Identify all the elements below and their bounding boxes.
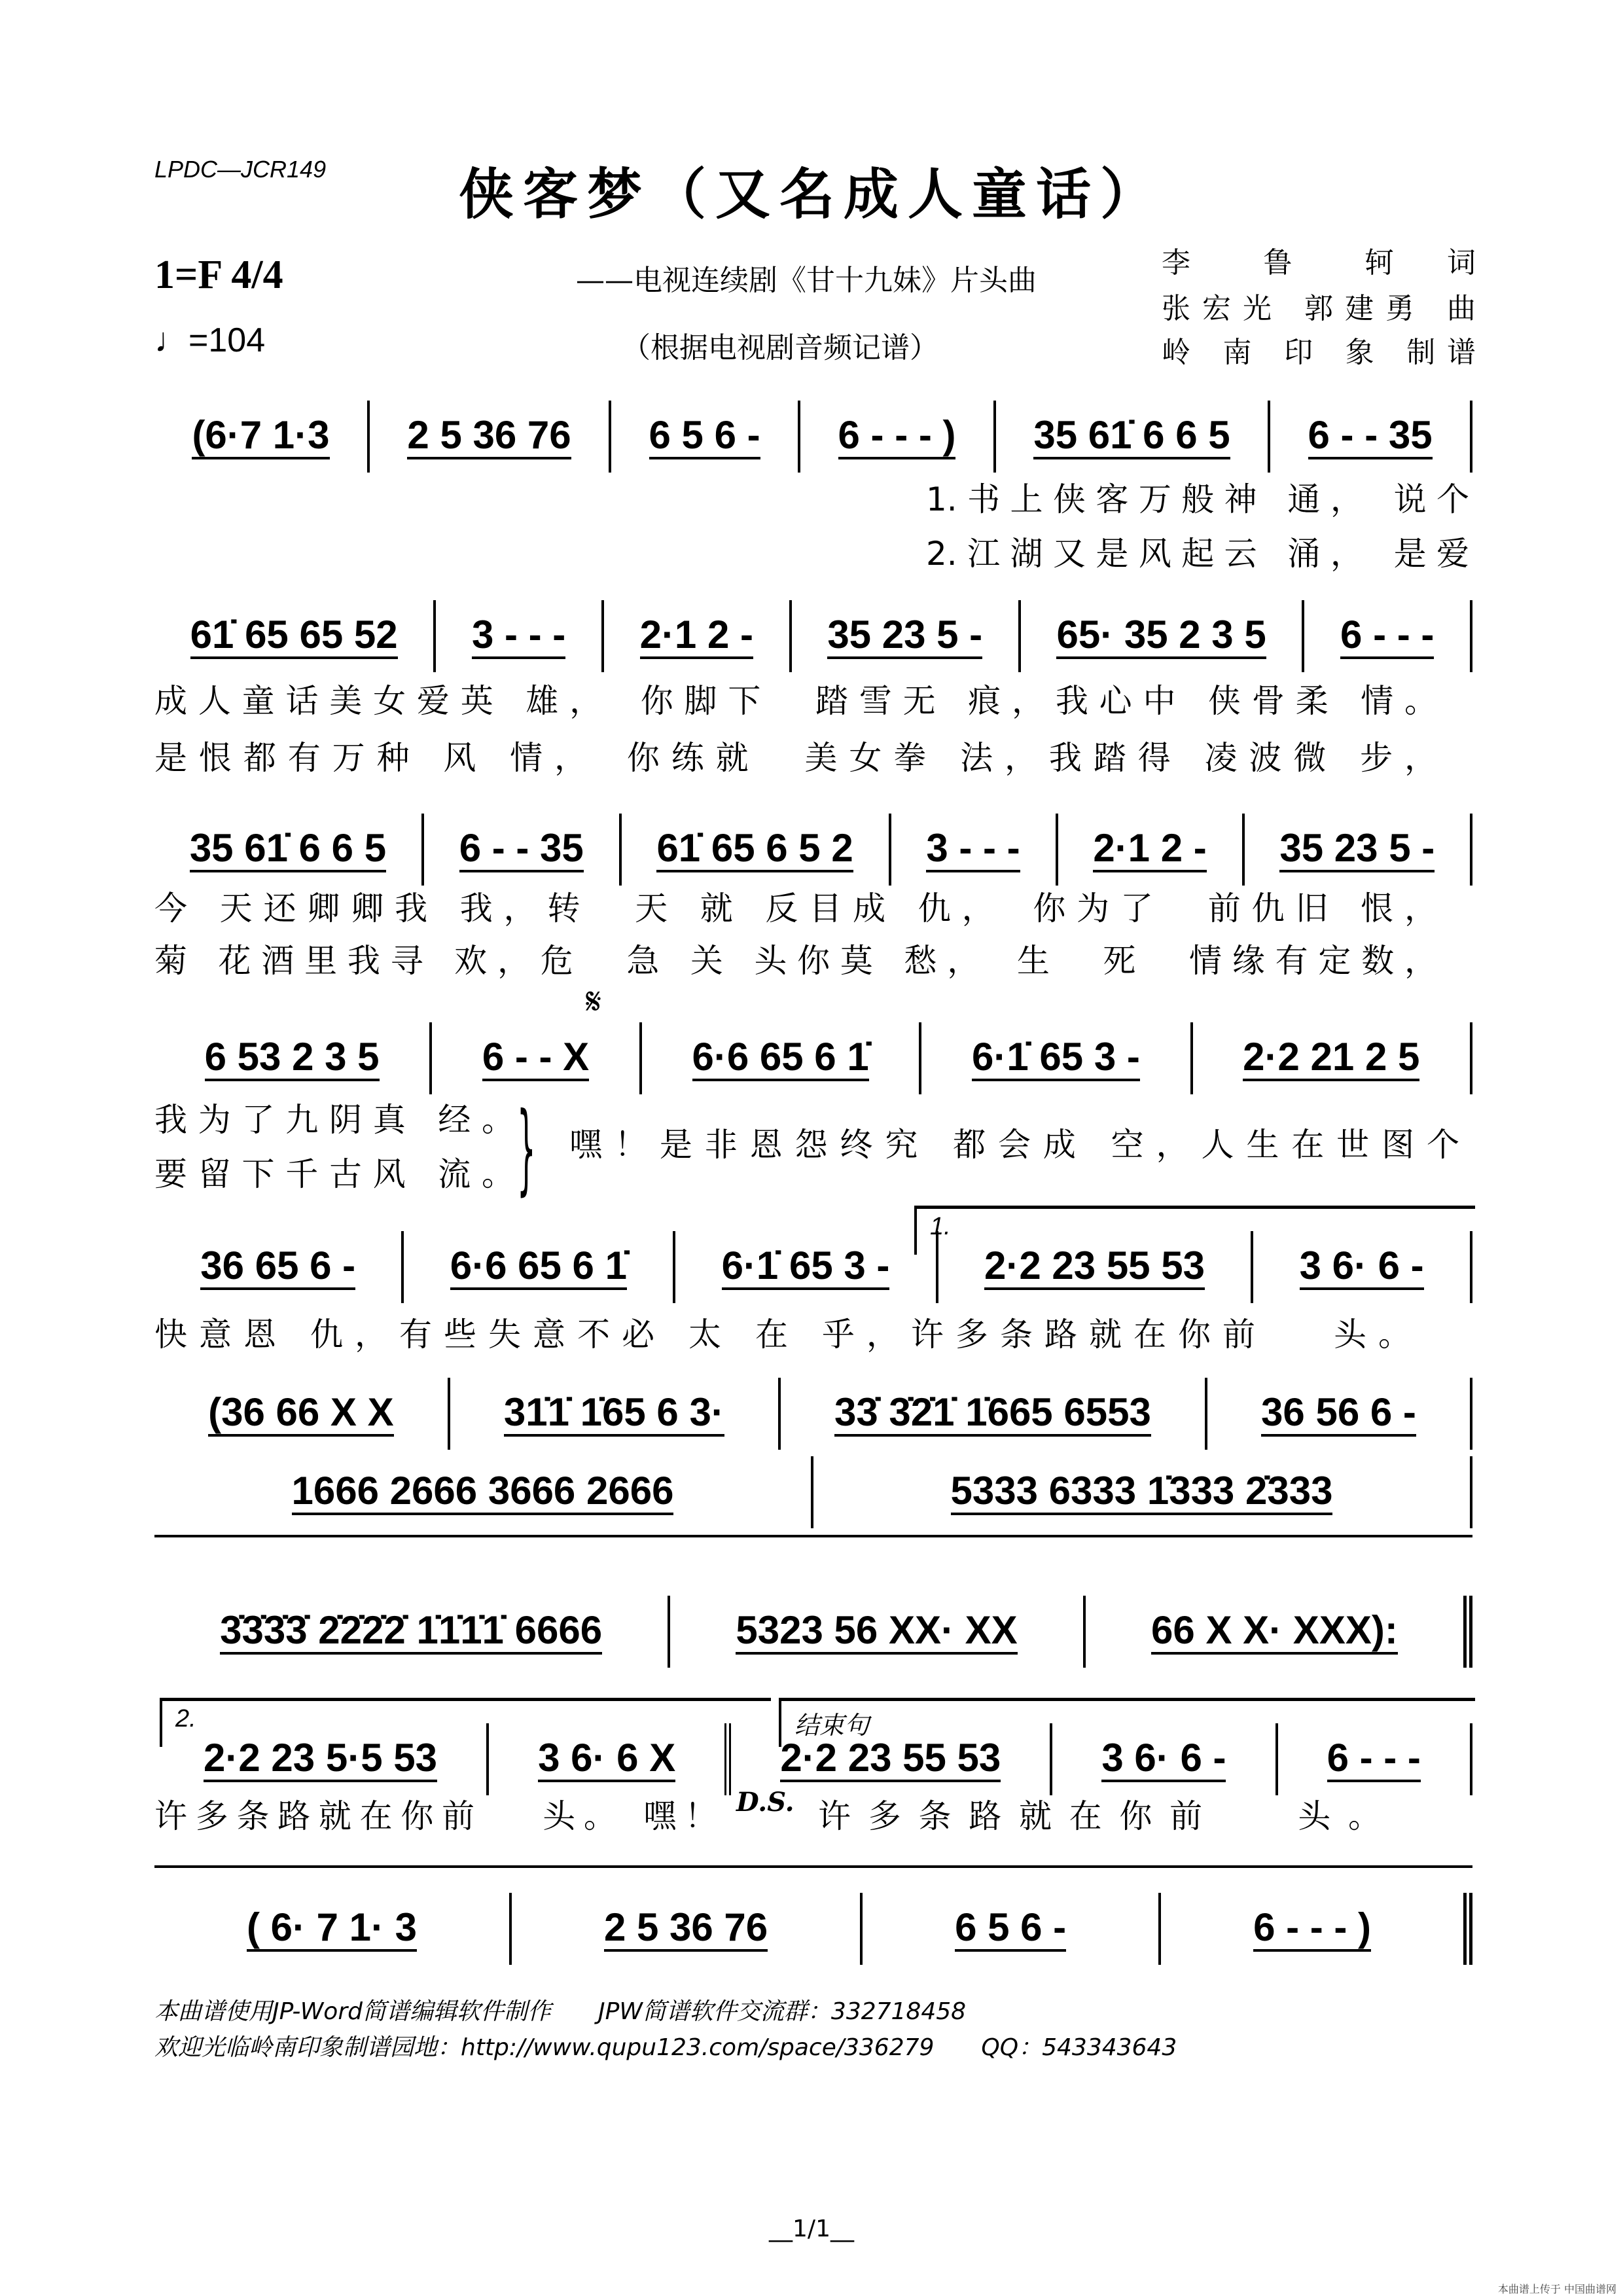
measure — [1086, 1596, 1472, 1668]
measure — [404, 1231, 675, 1303]
measure-notes: 3 - - - — [472, 613, 565, 659]
subtitle: ——电视连续剧《甘十九妹》片头曲 — [576, 264, 1037, 297]
measure — [642, 1022, 922, 1094]
segno-icon: 𝄋 — [586, 980, 602, 1023]
measure-notes: 61̇ 65 6 5 2 — [656, 827, 853, 872]
measure-notes: 2·1 2 - — [1093, 827, 1206, 872]
tempo-marking: ♩=104 — [154, 321, 266, 359]
measure — [432, 1022, 642, 1094]
measure — [424, 814, 622, 886]
measure — [863, 1893, 1161, 1965]
score-row — [154, 1893, 1472, 1965]
measure — [1304, 600, 1472, 672]
measure-notes: 6·6 65 6 1̇ — [692, 1035, 869, 1081]
measure — [1245, 814, 1472, 886]
measure-notes: 3 6· 6 - — [1300, 1244, 1424, 1290]
measure-notes: 66 X X· XXX): — [1151, 1609, 1398, 1655]
arranger-credit: 岭 南 印 象 制谱 — [1162, 336, 1476, 369]
measure-notes: 2·2 23 55 53 — [780, 1736, 1001, 1782]
measure — [154, 1022, 432, 1094]
system-line — [154, 1865, 1472, 1868]
measure-notes: (36 66 X X — [208, 1391, 394, 1437]
dal-segno-mark: D.S. — [736, 1787, 794, 1818]
measure-notes: 6 53 2 3 5 — [205, 1035, 380, 1081]
score-row — [154, 1022, 1472, 1094]
lyric-line: 是恨都有万种 风 情， 你练就 美女拳 法，我踏得 凌波微 步， — [154, 739, 1437, 777]
lyric-line: 成人童话美女爱英 雄， 你脚下 踏雪无 痕，我心中 侠骨柔 情。 — [154, 682, 1437, 720]
lyric-line: 嘿！是非恩怨终究 都会成 空，人生在世图个 — [569, 1126, 1459, 1164]
lyric-line: 2.江湖又是风起云 涌， 是爱 — [926, 535, 1469, 573]
watermark: 本曲谱上传于 中国曲谱网 — [1497, 2283, 1616, 2295]
measure-notes: 6 - - - — [1340, 613, 1434, 659]
volta-1 — [914, 1206, 1475, 1255]
measure-notes: 36 56 6 - — [1261, 1391, 1416, 1437]
measure-notes: 2·2 21 2 5 — [1243, 1035, 1419, 1081]
measure — [792, 600, 1021, 672]
measure — [611, 401, 800, 473]
page-number: __1/1__ — [769, 2215, 854, 2242]
score-row — [154, 1378, 1472, 1450]
measure-notes: 3 - - - — [926, 827, 1020, 872]
measure — [622, 814, 891, 886]
measure — [154, 1456, 813, 1528]
measure — [670, 1596, 1086, 1668]
measure-notes: 6 5 6 - — [955, 1906, 1066, 1952]
measure-notes: 65· 35 2 3 5 — [1056, 613, 1266, 659]
measure-notes: 6 - - - — [1327, 1736, 1421, 1782]
score-row — [154, 1596, 1472, 1668]
measure-notes: 61̇ 65 65 52 — [190, 613, 398, 659]
composer-credit: 张宏光 郭建勇 曲 — [1162, 292, 1476, 325]
measure — [1270, 401, 1472, 473]
measure-notes: 2·2 23 5·5 53 — [204, 1736, 437, 1782]
lyric-line: 1.书上侠客万般神 通， 说个 — [926, 480, 1469, 518]
source-note: （根据电视剧音频记谱） — [622, 331, 938, 365]
score-row — [154, 814, 1472, 886]
measure — [154, 814, 424, 886]
footer-website-note: 欢迎光临岭南印象制谱园地：http://www.qupu123.com/space/336279 QQ：543343643 — [154, 2034, 1177, 2061]
measure — [154, 1596, 670, 1668]
measure-notes: 1666 2666 3666 2666 — [292, 1469, 674, 1515]
measure-notes: 6 - - - ) — [838, 414, 956, 459]
measure — [996, 401, 1270, 473]
measure-notes: 35 61̇ 6 6 5 — [190, 827, 386, 872]
measure — [1193, 1022, 1473, 1094]
measure-notes: 35 23 5 - — [827, 613, 982, 659]
measure — [370, 401, 611, 473]
measure-notes: 6·6 65 6 1̇ — [450, 1244, 627, 1290]
volta-1-label: 1. — [930, 1213, 951, 1240]
score-row — [154, 1456, 1472, 1528]
score-row — [154, 600, 1472, 672]
measure — [450, 1378, 781, 1450]
measure-notes: 2 5 36 76 — [604, 1906, 768, 1952]
measure-notes: 35 61̇ 6 6 5 — [1033, 414, 1230, 459]
measure — [154, 1378, 450, 1450]
lyric-line: 快意恩 仇，有些失意不必 太 在 乎，许多条路就在你前 头。 — [154, 1316, 1411, 1354]
measure — [800, 401, 996, 473]
score-row — [154, 401, 1472, 473]
measure — [154, 1893, 512, 1965]
measure — [921, 1022, 1192, 1094]
measure — [813, 1456, 1472, 1528]
measure-notes: (6·7 1·3 — [192, 414, 329, 459]
lyric-line: 今 天还卿卿我 我，转 天 就 反目成 仇， 你为了 前仇旧 恨， — [154, 889, 1437, 927]
lyric-line: 许多条路就在你前 头。 — [818, 1797, 1381, 1835]
measure-notes: 2·1 2 - — [640, 613, 753, 659]
brace: } — [517, 1092, 536, 1206]
measure — [781, 1378, 1207, 1450]
measure — [1207, 1378, 1472, 1450]
lyric-line: 我为了九阴真 经。 — [154, 1101, 514, 1139]
measure-notes: 6·1̇ 65 3 - — [972, 1035, 1140, 1081]
measure-notes: 6 - - 35 — [459, 827, 584, 872]
measure-notes: 3̇3̇3̇3̇ 2̇2̇2̇2̇ 1̇1̇1̇1̇ 6666 — [220, 1609, 602, 1655]
key-signature: 1=F 4/4 — [154, 253, 283, 297]
volta-2 — [160, 1698, 771, 1747]
measure — [1021, 600, 1305, 672]
measure-notes: 6 - - - ) — [1253, 1906, 1371, 1952]
measure-notes: 31̇1̇ 1̇65 6 3· — [504, 1391, 724, 1437]
measure — [675, 1231, 938, 1303]
measure-notes: 36 65 6 - — [200, 1244, 355, 1290]
system-line — [154, 1535, 1472, 1537]
volta-2-label: 2. — [175, 1705, 196, 1732]
measure-notes: 3 6· 6 - — [1101, 1736, 1226, 1782]
measure-notes: 2·2 23 55 53 — [984, 1244, 1205, 1290]
ending-bracket — [779, 1698, 1475, 1747]
page-title: 侠客梦（又名成人童话） — [458, 162, 1164, 226]
measure — [154, 401, 370, 473]
measure — [891, 814, 1058, 886]
score-code: LPDC—JCR149 — [154, 156, 327, 183]
measure-notes: 6·1̇ 65 3 - — [722, 1244, 890, 1290]
measure — [1058, 814, 1245, 886]
ending-label: 结束句 — [794, 1712, 870, 1740]
lyric-line: 菊 花酒里我寻 欢，危 急 关 头你莫 愁， 生 死 情缘有定数， — [154, 942, 1437, 980]
measure-notes: 2 5 36 76 — [407, 414, 571, 459]
measure — [512, 1893, 863, 1965]
measure-notes: 5323 56 XX· XX — [736, 1609, 1017, 1655]
measure-notes: 6 5 6 - — [649, 414, 760, 459]
lyric-line: 要留下千古风 流。 — [154, 1155, 514, 1193]
measure-notes: 6 - - 35 — [1308, 414, 1433, 459]
footer-software-note: 本曲谱使用JP-Word简谱编辑软件制作 JPW简谱软件交流群：332718458 — [154, 1998, 967, 2025]
lyricist-credit: 李 鲁 轲 词 — [1162, 246, 1476, 279]
measure-notes: ( 6· 7 1· 3 — [247, 1906, 417, 1952]
measure-notes: 5333 6333 1̇333 2̇333 — [951, 1469, 1333, 1515]
measure-notes: 3 6· 6 X — [538, 1736, 675, 1782]
measure — [1161, 1893, 1472, 1965]
measure-notes: 35 23 5 - — [1279, 827, 1435, 872]
measure — [436, 600, 604, 672]
measure-notes: 6 - - X — [482, 1035, 589, 1081]
measure — [604, 600, 792, 672]
measure — [154, 600, 436, 672]
measure-notes: 33̇ 3̇2̇1̇ 1̇665 6553 — [834, 1391, 1151, 1437]
measure — [154, 1231, 404, 1303]
lyric-line: 许多条路就在你前 头。 嘿！ — [154, 1797, 717, 1835]
